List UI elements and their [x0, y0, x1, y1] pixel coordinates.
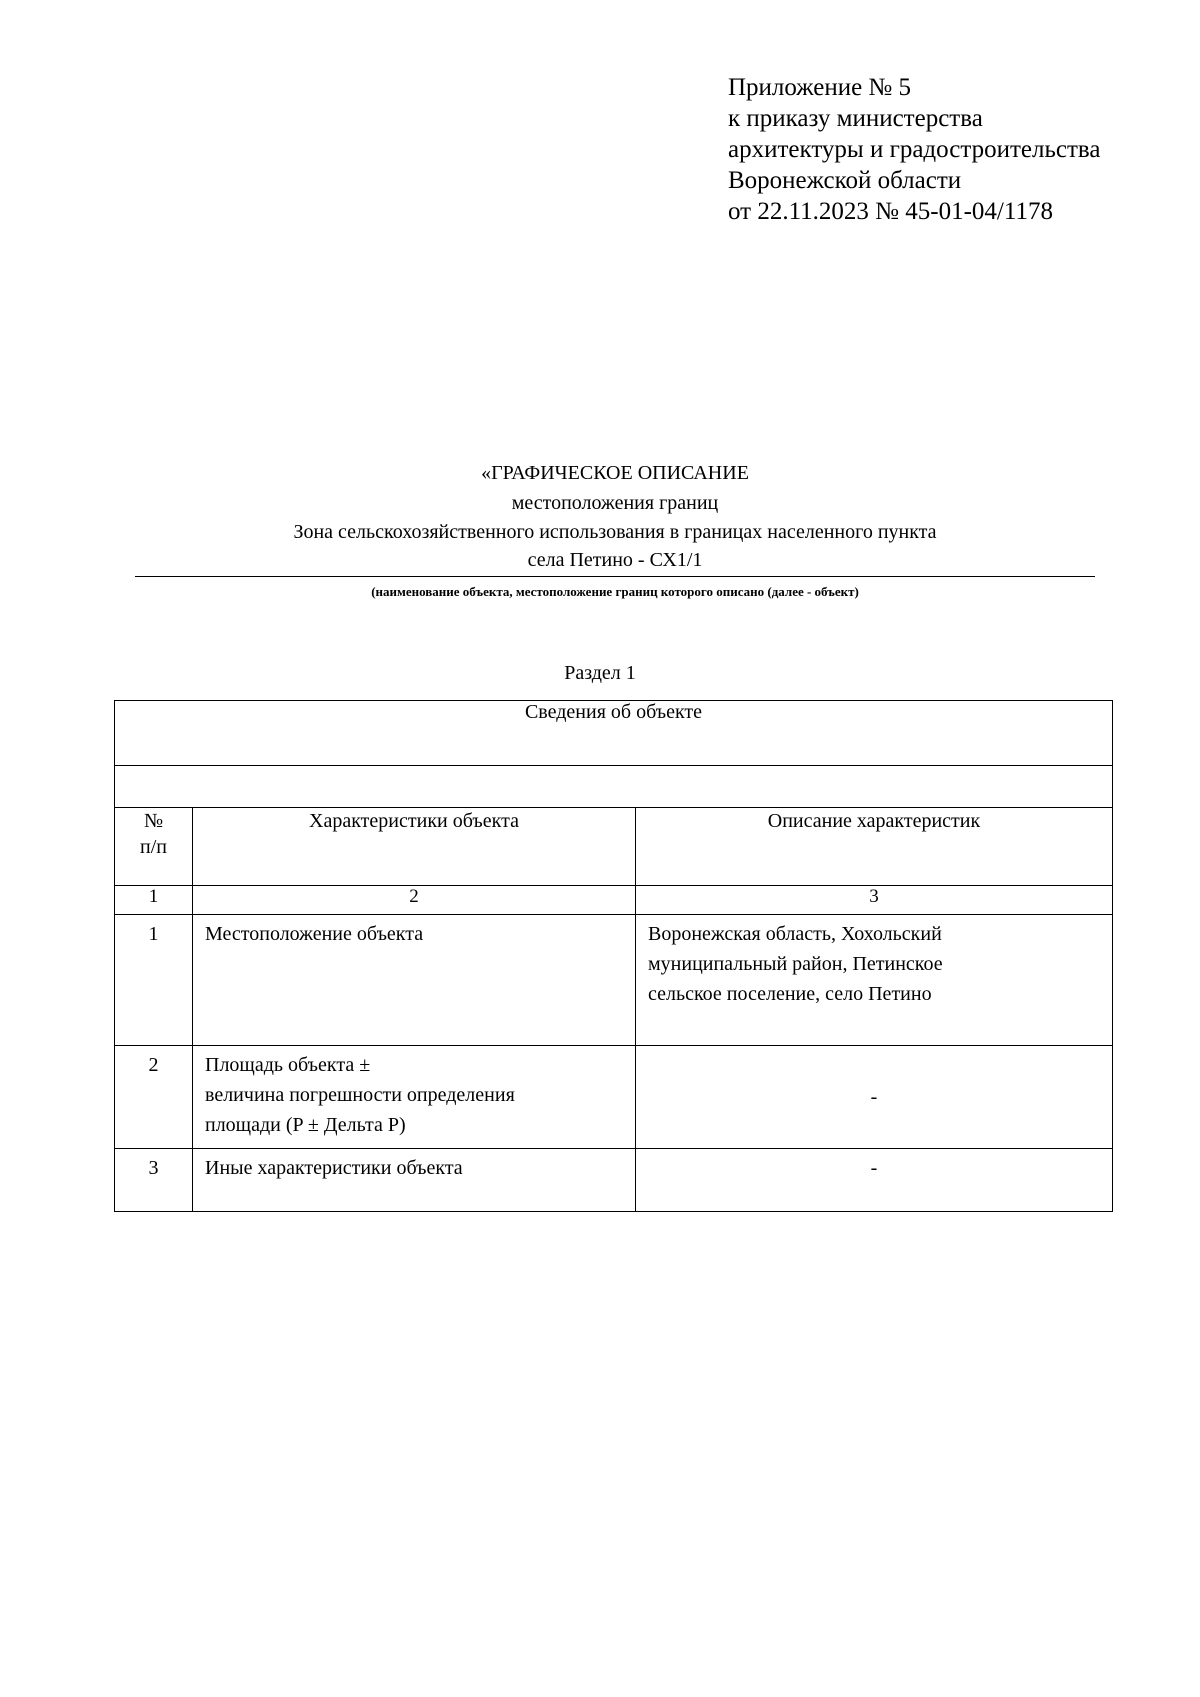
- column-header-num-line: п/п: [140, 836, 167, 858]
- row-description-line: муниципальный район, Петинское: [648, 953, 943, 975]
- table-row: [115, 1149, 1113, 1212]
- row-characteristic: [193, 915, 636, 1046]
- row-description: -: [636, 1046, 1113, 1149]
- document-subtitle: местоположения границ: [511, 492, 719, 514]
- appendix-block: [728, 72, 1100, 227]
- row-characteristic: [193, 1046, 636, 1149]
- row-description: -: [636, 1149, 1113, 1212]
- title-underline: [135, 576, 1095, 577]
- row-number: 1: [115, 915, 193, 1046]
- row-characteristic-line: площади (P ± Дельта P): [205, 1114, 406, 1136]
- row-description-line: Воронежская область, Хохольский: [648, 923, 942, 945]
- table-column-header-row: [115, 808, 1113, 886]
- column-index: 3: [636, 886, 1113, 915]
- row-number: 3: [115, 1149, 193, 1212]
- table-heading-row: [115, 701, 1113, 766]
- object-name-line: Зона сельскохозяйственного использования в границах населенного пункта: [293, 521, 937, 543]
- table-index-row: [115, 886, 1113, 915]
- column-header-num-line: №: [143, 810, 164, 832]
- title-block: [135, 458, 1095, 600]
- section-label: Раздел 1: [564, 662, 636, 684]
- column-header-characteristics: Характеристики объекта: [193, 808, 636, 886]
- table-empty-row: [115, 766, 1113, 808]
- appendix-line: Приложение № 5: [728, 74, 912, 101]
- table-empty-cell: [115, 766, 1113, 808]
- row-description: [636, 915, 1113, 1046]
- row-description-line: сельское поселение, село Петино: [648, 983, 932, 1005]
- table-heading: Сведения об объекте: [115, 701, 1113, 766]
- row-characteristic-line: Иные характеристики объекта: [205, 1157, 463, 1179]
- row-characteristic: [193, 1149, 636, 1212]
- appendix-line: от 22.11.2023 № 45-01-04/1178: [728, 198, 1053, 225]
- row-number: 2: [115, 1046, 193, 1149]
- column-index: 1: [115, 886, 193, 915]
- table-row: [115, 1046, 1113, 1149]
- table-row: [115, 915, 1113, 1046]
- row-characteristic-line: Площадь объекта ±: [205, 1054, 371, 1076]
- appendix-line: Воронежской области: [728, 167, 962, 194]
- column-header-description: Описание характеристик: [636, 808, 1113, 886]
- row-characteristic-line: величина погрешности определения: [205, 1084, 515, 1106]
- column-header-num: [115, 808, 193, 886]
- column-index: 2: [193, 886, 636, 915]
- document-title: «ГРАФИЧЕСКОЕ ОПИСАНИЕ: [481, 462, 749, 484]
- object-info-table: [114, 700, 1113, 1212]
- appendix-line: архитектуры и градостроительства: [728, 136, 1101, 163]
- row-characteristic-line: Местоположение объекта: [205, 923, 424, 945]
- appendix-line: к приказу министерства: [728, 105, 983, 132]
- object-name-line: села Петино - СХ1/1: [527, 549, 703, 571]
- title-caption: (наименование объекта, местоположение границ которого описано (далее - объект): [371, 584, 859, 599]
